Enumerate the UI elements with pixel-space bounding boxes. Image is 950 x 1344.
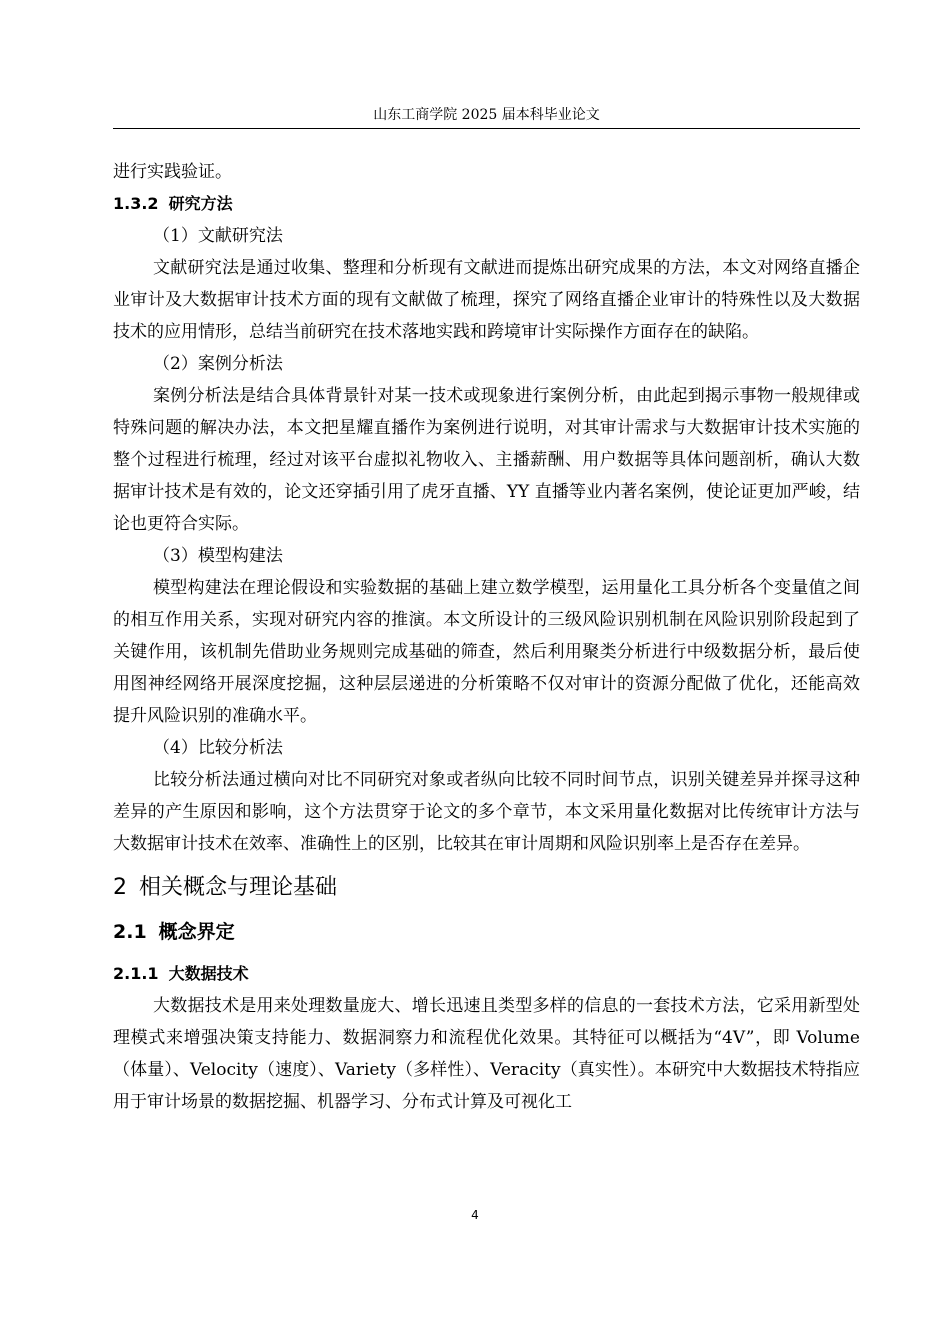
- intro-line: 进行实践验证。: [113, 162, 232, 182]
- method-body-3: 模型构建法在理论假设和实验数据的基础上建立数学模型，运用量化工具分析各个变量值之间的相互作用关系，实现对研究内容的推演。本文所设计的三级风险识别机制在风险识别阶段起到了关键作用，该机制先借助业务规则完成基础的筛查，然后利用聚类分析进行中级数据分析，最后使用图神经网络开展深度挖掘，这种层层递进的分析策略不仅对审计的资源分配做了优化，还能高效提升风险识别的准确水平。: [113, 578, 860, 726]
- section-heading-2-1-1: [113, 958, 860, 990]
- page-body: [113, 156, 860, 1118]
- section-heading-2-1: [113, 916, 860, 948]
- running-header: 山东工商学院 2025 届本科毕业论文: [373, 107, 600, 123]
- section-title: 概念界定: [158, 921, 235, 943]
- method-label-2: （2）案例分析法: [153, 354, 283, 374]
- method-label-1: （1）文献研究法: [153, 226, 283, 246]
- method-label-3: （3）模型构建法: [153, 546, 283, 566]
- section-title: 研究方法: [168, 194, 233, 213]
- chapter-number: 2: [113, 875, 127, 900]
- big-data-body: 大数据技术是用来处理数量庞大、增长迅速且类型多样的信息的一套技术方法，它采用新型处理模式来增强决策支持能力、数据洞察力和流程优化效果。其特征可以概括为“4V”，即 Volume（体量）、Velocity（速度）、Variety（多样性）、Veracity（真实性）。本研究中大数据技术特指应用于审计场景的数据挖掘、机器学习、分布式计算及可视化工: [113, 996, 860, 1112]
- method-body-2: 案例分析法是结合具体背景针对某一技术或现象进行案例分析，由此起到揭示事物一般规律或特殊问题的解决办法，本文把星耀直播作为案例进行说明，对其审计需求与大数据审计技术实施的整个过程进行梳理，经过对该平台虚拟礼物收入、主播薪酬、用户数据等具体问题剖析，确认大数据审计技术是有效的，论文还穿插引用了虎牙直播、YY 直播等业内著名案例，使论证更加严峻，结论也更符合实际。: [113, 386, 860, 534]
- section-heading-1-3-2: [113, 188, 860, 220]
- method-body-4: 比较分析法通过横向对比不同研究对象或者纵向比较不同时间节点，识别关键差异并探寻这种差异的产生原因和影响，这个方法贯穿于论文的多个章节，本文采用量化数据对比传统审计方法与大数据审计技术在效率、准确性上的区别，比较其在审计周期和风险识别率上是否存在差异。: [113, 770, 860, 854]
- method-label-4: （4）比较分析法: [153, 738, 283, 758]
- section-number: 1.3.2: [113, 194, 159, 213]
- section-title: 大数据技术: [168, 964, 249, 983]
- header-rule: [113, 128, 860, 129]
- chapter-title: 相关概念与理论基础: [139, 875, 338, 900]
- page-number: 4: [471, 1208, 479, 1222]
- method-body-1: 文献研究法是通过收集、整理和分析现有文献进而提炼出研究成果的方法，本文对网络直播企业审计及大数据审计技术方面的现有文献做了梳理，探究了网络直播企业审计的特殊性以及大数据技术的应用情形，总结当前研究在技术落地实践和跨境审计实际操作方面存在的缺陷。: [113, 258, 860, 342]
- chapter-heading-2: [113, 872, 860, 904]
- section-number: 2.1.1: [113, 964, 159, 983]
- section-number: 2.1: [113, 921, 147, 943]
